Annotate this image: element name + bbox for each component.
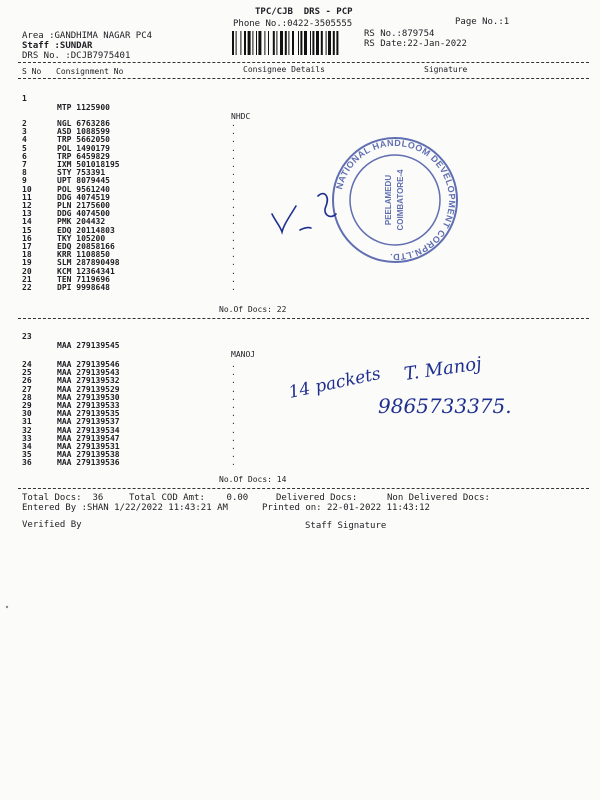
row-serial: 22 xyxy=(22,283,32,292)
barcode-bar xyxy=(285,31,287,55)
row-consignee-blank: . xyxy=(231,409,236,419)
column-header-signature: Signature xyxy=(424,65,468,74)
staff-signature-label: Staff Signature xyxy=(305,521,387,531)
row-consignment: POL 1490179 xyxy=(57,143,110,153)
non-delivered-docs: Non Delivered Docs: xyxy=(387,493,490,503)
row-consignee-blank: . xyxy=(231,425,236,435)
table-row xyxy=(0,283,600,292)
row-consignee-blank: . xyxy=(231,225,236,235)
row-serial: 18 xyxy=(22,250,32,260)
row-consignee-blank: . xyxy=(231,274,236,284)
area-label: Area :GANDHIMA NAGAR PC4 xyxy=(22,31,153,41)
barcode-bar xyxy=(336,31,338,55)
row-consignee-blank: . xyxy=(231,450,236,460)
docs-count: No.Of Docs: 14 xyxy=(219,475,287,484)
docs-count: No.Of Docs: 22 xyxy=(219,305,287,314)
drs-number: DRS No. :DCJB7975401 xyxy=(22,51,131,61)
row-consignment: MAA 279139536 xyxy=(57,458,120,468)
printed-on: Printed on: 22-01-2022 11:43:12 xyxy=(262,503,430,513)
column-header-consignee: Consignee Details xyxy=(243,65,325,74)
row-consignee-blank: . xyxy=(231,184,236,194)
stamp-inner-line1: PEELAMEDU xyxy=(384,174,393,226)
barcode-bar xyxy=(310,31,311,55)
row-consignment: KRR 1108850 xyxy=(57,250,110,260)
row-consignment: UPT 8079445 xyxy=(57,176,110,186)
row-serial: 26 xyxy=(22,376,32,386)
scan-speck xyxy=(6,606,8,608)
row-consignment: IXM 501018195 xyxy=(57,160,120,169)
row-consignment: MAA 279139532 xyxy=(57,376,120,386)
row-consignment: EDQ 20114803 xyxy=(57,225,115,235)
divider xyxy=(18,62,589,63)
barcode-bar xyxy=(244,31,246,55)
rs-date: RS Date:22-Jan-2022 xyxy=(364,39,467,49)
row-serial: 16 xyxy=(22,233,32,243)
row-serial: 7 xyxy=(22,160,27,169)
barcode-bar xyxy=(248,31,251,55)
barcode-bar xyxy=(292,31,294,55)
row-consignment: DDG 4074500 xyxy=(57,209,110,219)
row-consignee-blank: . xyxy=(231,442,236,451)
row-consignment: TRP 5662050 xyxy=(57,135,110,145)
row-consignment: STY 753391 xyxy=(57,168,106,178)
row-serial: 14 xyxy=(22,217,32,227)
row-consignment: DDG 4074519 xyxy=(57,192,110,202)
barcode-bar xyxy=(280,31,283,55)
row-consignee-blank: . xyxy=(231,360,236,369)
row-serial: 25 xyxy=(22,368,32,378)
rs-number: RS No.:879754 xyxy=(364,29,435,39)
row-consignee-blank: . xyxy=(231,401,236,410)
handwritten-packets: 14 packets xyxy=(286,363,383,403)
row-consignee-blank: . xyxy=(231,392,236,402)
row-serial: 15 xyxy=(22,225,32,235)
barcode-bar xyxy=(298,31,299,55)
barcode-bar xyxy=(333,31,335,55)
row-serial: 5 xyxy=(22,143,27,153)
table-row xyxy=(0,323,600,359)
stamp-outer-text: NATIONAL HANDLOOM DEVELOPMENT CORPN.LTD. xyxy=(334,137,458,263)
column-header-consignment: Consignment No xyxy=(56,67,124,76)
row-serial: 21 xyxy=(22,274,32,284)
barcode-bar xyxy=(321,31,323,55)
row-consignee-blank: . xyxy=(231,151,236,161)
row-serial: 12 xyxy=(22,201,32,210)
row-consignment: MAA 279139547 xyxy=(57,433,120,443)
row-consignee-blank: . xyxy=(231,127,236,137)
row-consignee-blank: . xyxy=(231,217,236,227)
table-row xyxy=(0,85,600,121)
stamp-inner-line2: COIMBATORE-4 xyxy=(396,169,405,231)
row-consignee: NHDC xyxy=(231,112,251,121)
row-consignee-blank: . xyxy=(231,209,236,219)
row-serial: 31 xyxy=(22,417,32,427)
phone-number: Phone No.:0422-3505555 xyxy=(233,19,353,29)
row-consignment: TKY 105200 xyxy=(57,233,106,243)
divider xyxy=(18,488,589,489)
row-consignment: MAA 279139533 xyxy=(57,401,120,410)
row-consignment: SLM 287890498 xyxy=(57,258,120,268)
staff-label: Staff :SUNDAR xyxy=(22,41,93,51)
row-consignee-blank: . xyxy=(231,168,236,178)
row-consignment: MAA 279139530 xyxy=(57,392,120,402)
row-serial: 19 xyxy=(22,258,32,268)
table-row xyxy=(0,458,600,467)
row-consignee-blank: . xyxy=(231,384,236,394)
row-consignee-blank: . xyxy=(231,368,236,378)
row-serial: 28 xyxy=(22,392,32,402)
barcode-bar xyxy=(300,31,302,55)
divider xyxy=(18,318,589,319)
barcode-bar xyxy=(316,31,319,55)
row-consignee-blank: . xyxy=(231,201,236,210)
row-consignment: MAA 279139537 xyxy=(57,417,120,427)
barcode-bar xyxy=(252,31,253,55)
barcode-bar xyxy=(304,31,307,55)
row-consignee-blank: . xyxy=(231,119,236,128)
row-serial: 35 xyxy=(22,450,32,460)
row-consignment: MAA 279139543 xyxy=(57,368,120,378)
row-consignment: ASD 1088599 xyxy=(57,127,110,137)
document-title: TPC/CJB DRS - PCP xyxy=(255,7,353,17)
row-consignee-blank: . xyxy=(231,242,236,251)
row-serial: 34 xyxy=(22,442,32,451)
row-serial: 27 xyxy=(22,384,32,394)
row-serial: 9 xyxy=(22,176,27,186)
row-consignment: PMK 204432 xyxy=(57,217,106,227)
row-consignment: MAA 279139531 xyxy=(57,442,120,451)
row-consignee-blank: . xyxy=(231,458,236,468)
row-consignee-blank: . xyxy=(231,417,236,427)
row-serial: 10 xyxy=(22,184,32,194)
row-serial: 3 xyxy=(22,127,27,137)
row-consignee-blank: . xyxy=(231,433,236,443)
barcode-bar xyxy=(312,31,314,55)
barcode-bar xyxy=(264,31,265,55)
row-serial: 20 xyxy=(22,266,32,276)
barcode-bar xyxy=(240,31,241,55)
office-stamp xyxy=(330,135,460,265)
row-consignment: MAA 279139546 xyxy=(57,360,120,369)
barcode-bar xyxy=(232,31,234,55)
row-consignment: MAA 279139529 xyxy=(57,384,120,394)
row-serial: 32 xyxy=(22,425,32,435)
barcode-bar xyxy=(268,31,269,55)
row-consignment: POL 9561240 xyxy=(57,184,110,194)
row-consignment: MAA 279139534 xyxy=(57,425,120,435)
row-consignee-blank: . xyxy=(231,266,236,276)
row-consignee-blank: . xyxy=(231,160,236,169)
row-consignee-blank: . xyxy=(231,192,236,202)
row-consignment: MAA 279139538 xyxy=(57,450,120,460)
row-consignment: KCM 12364341 xyxy=(57,266,115,276)
row-consignment: TEN 7119696 xyxy=(57,274,110,284)
row-serial: 6 xyxy=(22,151,27,161)
row-consignment: TRP 6459829 xyxy=(57,151,110,161)
row-consignment: EDQ 20858166 xyxy=(57,242,115,251)
divider xyxy=(18,78,589,79)
row-consignee-blank: . xyxy=(231,143,236,153)
row-consignee-blank: . xyxy=(231,135,236,145)
row-serial: 30 xyxy=(22,409,32,419)
row-consignee-blank: . xyxy=(231,233,236,243)
row-consignment: NGL 6763286 xyxy=(57,119,110,128)
total-cod-amount: Total COD Amt: 0.00 xyxy=(129,493,249,503)
row-consignee-blank: . xyxy=(231,250,236,260)
row-consignee-blank: . xyxy=(231,176,236,186)
delivered-docs: Delivered Docs: xyxy=(276,493,358,503)
row-serial: 13 xyxy=(22,209,32,219)
column-header-sno: S No xyxy=(22,67,42,76)
row-serial: 24 xyxy=(22,360,32,369)
barcode-bar xyxy=(326,31,327,55)
row-consignee-blank: . xyxy=(231,258,236,268)
barcode-bar xyxy=(288,31,289,55)
row-consignment: MTP 1125900 xyxy=(57,103,110,112)
barcode-bar xyxy=(328,31,331,55)
page-number: Page No.:1 xyxy=(455,17,510,27)
row-serial: 1 xyxy=(22,94,27,103)
row-serial: 11 xyxy=(22,192,32,202)
barcode xyxy=(232,31,360,55)
verified-by-label: Verified By xyxy=(22,520,82,530)
row-consignee-blank: . xyxy=(231,376,236,386)
row-consignment: MAA 279139535 xyxy=(57,409,120,419)
row-serial: 33 xyxy=(22,433,32,443)
barcode-bar xyxy=(276,31,277,55)
row-consignee: MANOJ xyxy=(231,350,256,359)
row-consignment: MAA 279139545 xyxy=(57,341,120,350)
row-serial: 29 xyxy=(22,401,32,410)
total-docs: Total Docs: 36 xyxy=(22,493,104,503)
row-consignee-blank: . xyxy=(231,283,236,292)
barcode-bar xyxy=(236,31,237,55)
row-serial: 8 xyxy=(22,168,27,178)
barcode-bar xyxy=(258,31,261,55)
handwritten-name: T. Manoj xyxy=(402,353,483,385)
row-serial: 2 xyxy=(22,119,27,128)
barcode-bar xyxy=(256,31,257,55)
entered-by: Entered By :SHAN 1/22/2022 11:43:21 AM xyxy=(22,503,228,513)
row-serial: 36 xyxy=(22,458,32,468)
row-serial: 17 xyxy=(22,242,32,251)
handwritten-phone: 9865733375. xyxy=(378,394,512,418)
row-serial: 4 xyxy=(22,135,27,145)
barcode-bar xyxy=(273,31,275,55)
row-consignment: DPI 9998648 xyxy=(57,283,110,292)
row-consignment: PLN 2175600 xyxy=(57,201,110,210)
row-serial: 23 xyxy=(22,332,32,341)
